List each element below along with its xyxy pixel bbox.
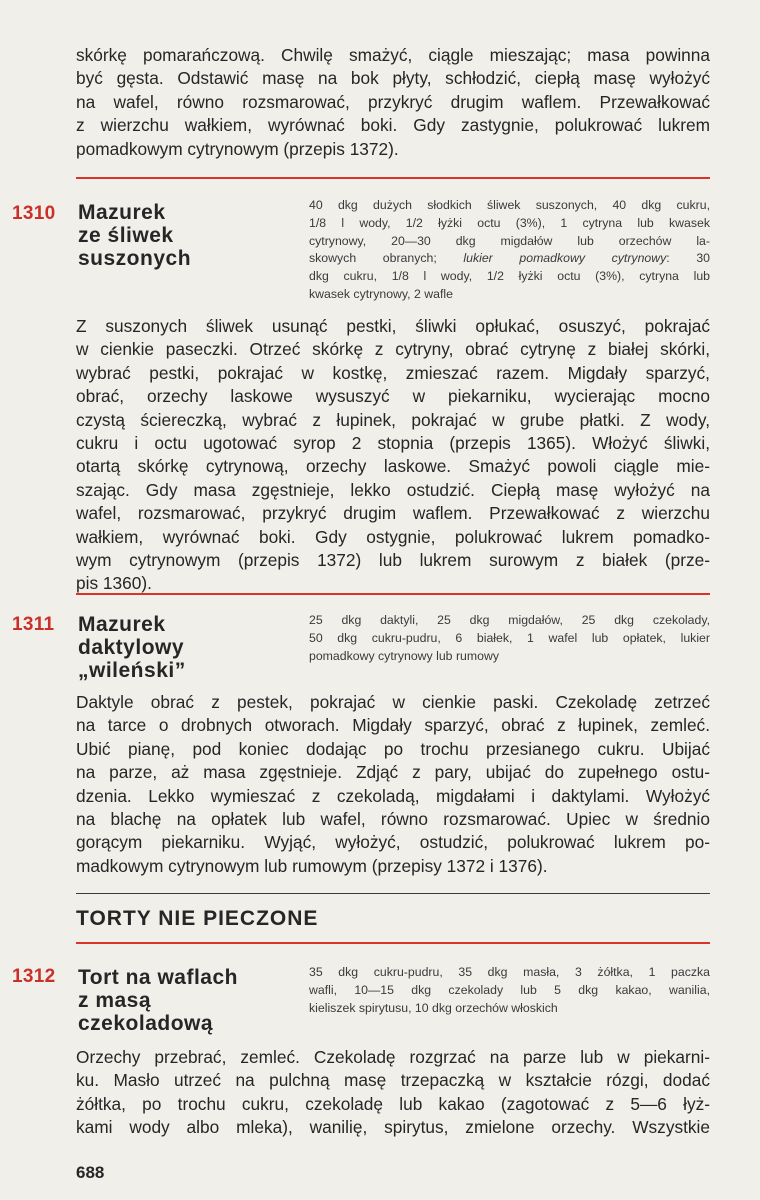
text-line: kami wody albo mleka), wanilię, spirytus, zmielone orzechy. Wszystkie — [76, 1117, 710, 1138]
text-line: wybrać pestki, pokrajać w kostkę, zmieszać razem. Migdały sparzyć, — [76, 362, 710, 383]
recipe-number: 1311 — [12, 614, 55, 635]
text-line: Ubić pianę, pod koniec dodając po trochu przesianego cukru. Ubijać — [76, 738, 710, 759]
ingredient-line: kieliszek spirytusu, 10 dkg orzechów włoskich — [309, 1000, 558, 1015]
title-line: Mazurek — [78, 613, 166, 636]
ingredient-line: 1/8 l wody, 1/2 łyżki octu (3%), 1 cytryna lub kwasek — [309, 215, 710, 230]
instructions-paragraph — [76, 315, 710, 596]
text-line: ku. Masło utrzeć na pulchną masę trzepaczką w kształcie rózgi, dodać — [76, 1070, 710, 1091]
text-line: w cienkie paseczki. Otrzeć skórkę z cytryny, obrać cytrynę z białej skórki, — [76, 339, 710, 360]
title-line: ze śliwek — [78, 224, 174, 247]
ingredient-text: skowych obranych; — [309, 251, 464, 266]
text-line: pis 1360). — [76, 573, 152, 594]
text-line: na parze, aż masa zgęstnieje. Zdjąć z pary, ubijać do zupełnego ostu- — [76, 762, 710, 783]
text-line: Z suszonych śliwek usunąć pestki, śliwki opłukać, osuszyć, pokrajać — [76, 316, 710, 336]
ingredient-line: 50 dkg cukru-pudru, 6 białek, 1 wafel lub opłatek, lukier — [309, 630, 710, 645]
text-line: na tarce o drobnych otworach. Migdały sparzyć, obrać z łupinek, zemleć. — [76, 715, 710, 736]
title-line: „wileński” — [78, 659, 186, 682]
recipe-title — [78, 201, 191, 270]
text-line: być gęsta. Odstawić masę na bok płyty, schłodzić, ciepłą masę wyłożyć — [76, 68, 710, 89]
title-line: Mazurek — [78, 201, 166, 224]
text-line: żółtka, po trochu cukru, czekoladę lub kakao (zagotować z 5—6 łyż- — [76, 1093, 710, 1114]
ingredients-list — [309, 197, 710, 304]
intro-paragraph — [76, 44, 710, 161]
instructions-paragraph — [76, 1046, 710, 1140]
text-line: skórkę pomarańczową. Chwilę smażyć, ciągle mieszając; masa powinna — [76, 45, 710, 65]
text-line: obrać, orzechy laskowe wysuszyć w piekarniku, wycierając mocno — [76, 386, 710, 407]
text-line: Orzechy przebrać, zemleć. Czekoladę rozgrzać na parze lub w piekarni- — [76, 1047, 710, 1067]
ingredient-line: cytrynowy, 20—30 dkg migdałów lub orzechów la- — [309, 233, 710, 248]
ingredient-text: : 30 — [666, 251, 711, 266]
recipe-number: 1310 — [12, 203, 56, 224]
text-line: na wafel, równo rozsmarować, przykryć drugim waflem. Przewałkować — [76, 91, 710, 112]
divider-rule — [76, 593, 710, 595]
page-number: 688 — [76, 1163, 105, 1182]
ingredient-line: pomadkowy cytrynowy lub rumowy — [309, 648, 499, 663]
text-line: dzenia. Lekko wymieszać z czekoladą, migdałami i daktylami. Wyłożyć — [76, 785, 710, 806]
ingredients-list — [309, 964, 710, 1017]
ingredient-line: wafli, 10—15 dkg czekolady lub 5 dkg kakao, wanilia, — [309, 982, 710, 997]
text-line: Daktyle obrać z pestek, pokrajać w cienkie paski. Czekoladę zetrzeć — [76, 692, 710, 712]
ingredient-line: 25 dkg daktyli, 25 dkg migdałów, 25 dkg czekolady, — [309, 613, 710, 627]
title-line: czekoladową — [78, 1012, 214, 1035]
title-line: suszonych — [78, 247, 192, 270]
recipe-title — [78, 966, 238, 1035]
ingredient-line: 35 dkg cukru-pudru, 35 dkg masła, 3 żółtka, 1 paczka — [309, 965, 710, 979]
ingredient-line — [309, 250, 710, 268]
title-line: daktylowy — [78, 636, 185, 659]
divider-rule — [76, 893, 710, 894]
instructions-paragraph — [76, 691, 710, 878]
recipe-title — [78, 613, 186, 682]
ingredient-line: 40 dkg dużych słodkich śliwek suszonych, 40 dkg cukru, — [309, 198, 710, 212]
ingredient-line: dkg cukru, 1/8 l wody, 1/2 łyżki octu (3%), cytryna lub — [309, 269, 710, 284]
text-line: otartą skórkę cytrynową, orzechy laskowe. Smażyć powoli ciągle mie- — [76, 456, 710, 477]
text-line: szając. Gdy masa zgęstnieje, lekko ostudzić. Ciepłą masę wyłożyć na — [76, 479, 710, 500]
text-line: wałkiem, wyrównać boki. Gdy ostygnie, polukrować lukrem pomadko- — [76, 526, 710, 547]
ingredients-list — [309, 612, 710, 665]
title-line: Tort na waflach — [78, 966, 238, 989]
section-heading: TORTY NIE PIECZONE — [76, 907, 319, 930]
text-line: wafel, rozsmarować, przykryć drugim waflem. Przewałkować z wierzchu — [76, 503, 710, 524]
divider-rule — [76, 177, 710, 179]
divider-rule — [76, 942, 710, 944]
recipe-number: 1312 — [12, 966, 56, 987]
ingredient-line: kwasek cytrynowy, 2 wafle — [309, 286, 453, 301]
text-line: cukru i octu ugotować syrop 2 stopnia (przepis 1365). Włożyć śliwki, — [76, 433, 710, 454]
subrecipe-name: lukier pomadkowy cytrynowy — [463, 251, 667, 266]
text-line: wym cytrynowym (przepis 1372) lub lukrem surowym z białek (prze- — [76, 550, 710, 571]
text-line: madkowym cytrynowym lub rumowym (przepisy 1372 i 1376). — [76, 855, 548, 876]
text-line: z wierzchu wałkiem, wyrównać boki. Gdy zastygnie, polukrować lukrem — [76, 115, 710, 136]
title-line: z masą — [78, 989, 152, 1012]
text-line: czystą ściereczką, wybrać z łupinek, pokrajać w grube płatki. Z wody, — [76, 409, 710, 430]
text-line: na blachę na opłatek lub wafel, równo rozsmarować. Upiec w średnio — [76, 809, 710, 830]
text-line: pomadkowym cytrynowym (przepis 1372). — [76, 138, 399, 159]
text-line: gorącym piekarniku. Wyjąć, wyłożyć, ostudzić, polukrować lukrem po- — [76, 832, 710, 853]
